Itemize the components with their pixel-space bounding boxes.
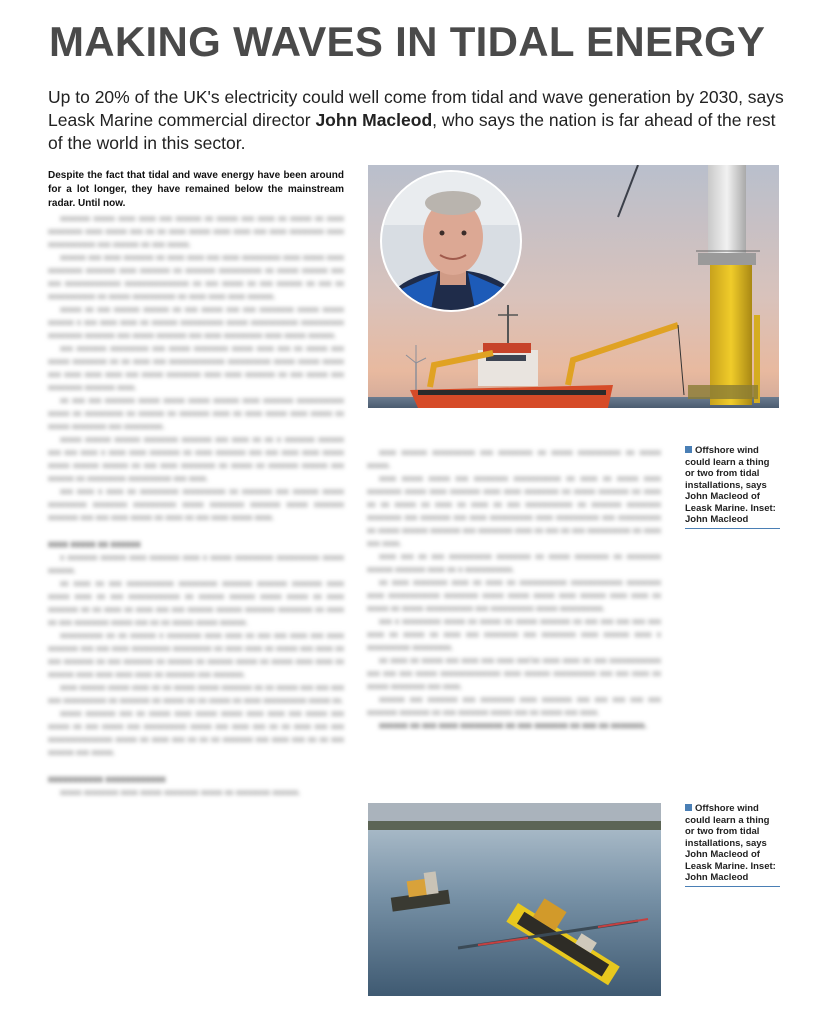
offshore-vessel-photo [368,165,779,408]
standfirst-text-after: , who says the nation is far ahead of the rest of the world in this sector. [48,110,776,153]
article-lede: Despite the fact that tidal and wave energy have been around for a lot longer, they have remained below the mainstream radar. Until now. [48,170,344,209]
body-column-2-blurred: xxxx xxxxxx xxxxxxxxxx xxx xxxxxxxx xx xxxxx xxxxxxxxxx xx xxxxx xxxxx. xxxx xxxxx xxxxx xxx xxxxxxxx xxxxxxxxxxx xx xxxx xx xxxxx xxxx xxxxxxxx xxxxx xxxx xxxxxxx xxxx xxxx xxxxxxxx xx xxxxx xxxxxxx xx xxxx xx xx xxxxx xx xxxx xx xxxx xx xxx xxxxxxxxxxx xx xxxxxxx xxxxxxxx xxxxxxxx xxx xxxxxxx xxx xxxx xxxxxxxxxx xxxx xxxxxxxxxx xxx xxxxxxxxxx xx xxxxx xxxxxx xxxxxxx xxx xxxxxxxx xxxx xx xxx xx xxx xxxxxxxxxx xx xxxx xxx xxxx. xxxx xxx xx xxx xxxxxxxxxx xxxxxxxx xx xxxxx xxxxxxxx xx xxxxxxxx xxxxxx xxxxxxx xxxx xx x xxxxxxxxxxx. xx xxxx xxxxxxxx xxxx xx xxxx xx xxxxxxxxxxx xxxxxxxxxxxx xxxxxxxx xxxx xxxxxxxxxxxx xxxxxxxx xxxxx xxxxx xxxxx xxxx xxxxxx xxxx xxxx xx xxxxx xx xxxxx xxxxxxxxxxx xxx xxxxxxxxxx xxxxx xxxxxxxxxx. xxx x xxxxxxxxx xxxxx xx xxxxx xx xxxxx xxxxxxx xx xxx xxx xxx xxx xxx xxxx xx xxxxx xx xxxx xxx xxxxxxxx xxx xxxxxxxx xxxx xxxxxx xxxx x xxxxxxxxxx xxxxxxxxx. xx xxxx xx xxxxx xxx xxxx xxx xxxx xxx'xx xxxx xxxx xx xxx xxxxxxxxxxxx xxx xxx xxx xxxxx xxxxxxxxxxxxxx xxxx xxxxxx xxxxxxxxxx xxx xxx xxxx xx xxxxx xxxxxxxx xxx xxxx. xxxxxx xxx xxxxxxx xxx xxxxxxxx xxxx xxxxxxx xxx xxx xxx xxx xxx xxxxxxx xxxxxxx xx xxx xxxxxxx xxxxx xxx xx xxxxx xxx xxxx. xxxxxx xx xxx xxxx xxxxxxxxx xx xxx xxxxxxx xx xxx xx xxxxxxx. [367,447,661,730]
caption-marker-icon [685,446,692,453]
photo-caption-2-text: Offshore wind could learn a thing or two from tidal installations, says John Macleod of Leask Marine. Inset: John Macleod [685,803,776,883]
photo-caption-1 [685,445,780,529]
article-headline: MAKING WAVES IN TIDAL ENERGY [49,18,766,65]
photo-caption-2 [685,803,780,887]
caption-marker-icon [685,804,692,811]
photo-caption-1-text: Offshore wind could learn a thing or two from tidal installations, says John Macleod of Leask Marine. Inset: John Macleod [685,445,776,525]
body-column-1-blurred: xxxxxxx xxxxx xxxx xxxx xxx xxxxxx xx xxxxx xxx xxxx xx xxxxx xx xxxx xxxxxxxx xxxx xxxxx xxx xx xx xxxx xxxxx xxxx xxxx xxx xxxx xxxxxxxx xxxx xxxxxxxxxxx xxx xxxxxx xx xxx xxxxx. xxxxxx xxx xxxx xxxxxxx xx xxxx xxxx xxx xxxx xxxxxxxxx xxxx xxxxx xxxx xxxxxxxx xxxxxxx xxxx xxxxxxx xx xxxxxxx xxxxxxxxxx xx xxxxx xxxxxx xxx xxx xxxxxxxxxxxxx xxxxxxxxxxxxxxx xx xxx xxxxx xx xxx xxxxxx xx xxx xx xxxxxxxxxxx xx xxxxx xxxxxxxxxx xx xxxx xxxx xxxx xxxxxx. xxxxx xx xxx xxxxxx xxxxxx xx xxx xxxxx xxx xxx xxxxxxxx xxxxx xxxxx xxxxxx x xxx xxxx xxxx xx xxxxxx xxxxxxxxxx xxxxx xxxxxxxxxxx xxxxxxxxxx xxxxxxxx xxxxxxx xxx xxxxx xxxxxxx xxx xxxx xxxxxxxxx xxxx xxxxx xxxxxx. xxx xxxxxxx xxxxxxxxx xxx xxxxx xxxxxxxx xxxxx xxxx xxx xx xxxxx xxx xxxxx xxxxxxxx xx xx xxxx xxx xxxxxxxxxxxxx xxxxxxxxxx xxxxx xxxxx xxxxx xxx xxxx xxxx xxxx xxx xxxxx xxxxxxxx xxxx xxxx xxxxxxx xx xxx xxxxx xxx xxxxxxxx xxxxxxx xxxx. xx xxx xxx xxxxxxx xxxxx xxxxx xxxxx xxxxxx xxxx xxxxxxx xxxxxxxxxxx xxxxx xx xxxxxxxxx xx xxxxxx xx xxxxxxx xxxx xx xxxx xxxxx xxxx xxxxx xx xxxxx xxxxxxxx xxx xxxxxxxxx. xxxxx xxxxxx xxxxxx xxxxxxxx xxxxxxx xxx xxxx xx xx x xxxxxxx xxxxxx xxx xxx xxxx x xxxx xxxx xxxxxxx xx xxxx xxxxxxx xxx xxx xxxx xxxx xxxxx xxxxx xxxxxx xxxxxx xx xxx xxxx xxxxxxxx xx xxxxx xx xxxxxxx xxxxxx xxx xxxxxx xx xxxxxxxxx xxxxxxxxxx xxx xxxx. xxx xxxx x xxxx xx xxxxxxxxx xxxxxxxxxx xx xxxxxxx xxx xxxxxx xxxxx xxxxxxxxx xxxxxxxx xxxxxxxxxx xxxxx xxxxxxxx xxxxxxx xxxxx xxxxxxx xxxxxxx xxx xxx xxxx xxxxx xx xxxx xx xxx xxxx xxxxx xxxx. xxxx xxxxx xx xxxxxx x xxxxxxx xxxxxx xxxx xxxxxxx xxxx x xxxxx xxxxxxxxx xxxxxxxxxx xxxxx xxxxxx. xx xxxx xx xxx xxxxxxxxxxx xxxxxxxxx xxxxxxx xxxxxxx xxxxxxx xxxx xxxxx xxxx xx xxx xxxxxxxxxxxx xx xxxxxx xxxxxx xxxxx xxxxx xx xxxx xxxxxxx xx xx xxxx xx xxxx xxx xxx xxxxxx xxxxxx xxxxxxx xxxxxxxx xx xxxx xx xxx xxxxxxxx xxxxx xxx xx xx xxxxx xxxxx xxxxxx. xxxxxxxxxx xx xx xxxxxx x xxxxxxxx xxxx xxxx xx xxx xxx xxxx xxx xxxx xxxxxxx xxx xxx xxxx xxxxxxxxx xxxxxxxxx xx xxxx xxxx xx xxxxx xxx xxxx xx xxx xxxxxxx xx xxx xxxxxxx xx xxxxxx xx xxxxxx xxxxx xx xxxxx xxxx xxxx xx xxxxxx xxxx xxxx xxxx xxxx xx xxxxxxx xxx xxxxxxx. xxxx xxxxxx xxxxx xxxx xx xx xxxxx xxxxx xxxxxxx xx xx xxxxx xxx xxx xxx xxx xxxxxxxxxx xx xxxxxxx xx xxxxx xx xx xxxxx xx xxxx xxxxxxxxxx xxxxx xx. xxxxx xxxxxxx xxx xx xxxxx xxxx xxxxx xxxxx xxxx xxxx xxx xxxxx xxx xxxxx xx xxx xxxxx xxx xxxxxxxxxx xxxxx xxx xxxx xxx xx xx xxxx xxx xxx xxxxxxxxxxxxxxx xxxxx xx xxxx xxx xx xx xx xxxxxxx xxx xxxx xxx xx xx xxx xxxxxx xxx xxxxx. xxxxxxxxxxx xxxxxxxxxxxx xxxxx xxxxxxxx xxxx xxxxx xxxxxxxx xxxxx xx xxxxxxxx xxxxxx. [48,213,344,797]
article-standfirst [48,86,788,155]
standfirst-text-before: Up to 20% of the UK's electricity could well come from tidal and wave generation by 2030, says Leask Marine commercial director [48,87,784,130]
aerial-tidal-turbine-photo [368,803,661,996]
standfirst-name: John Macleod [315,110,433,130]
